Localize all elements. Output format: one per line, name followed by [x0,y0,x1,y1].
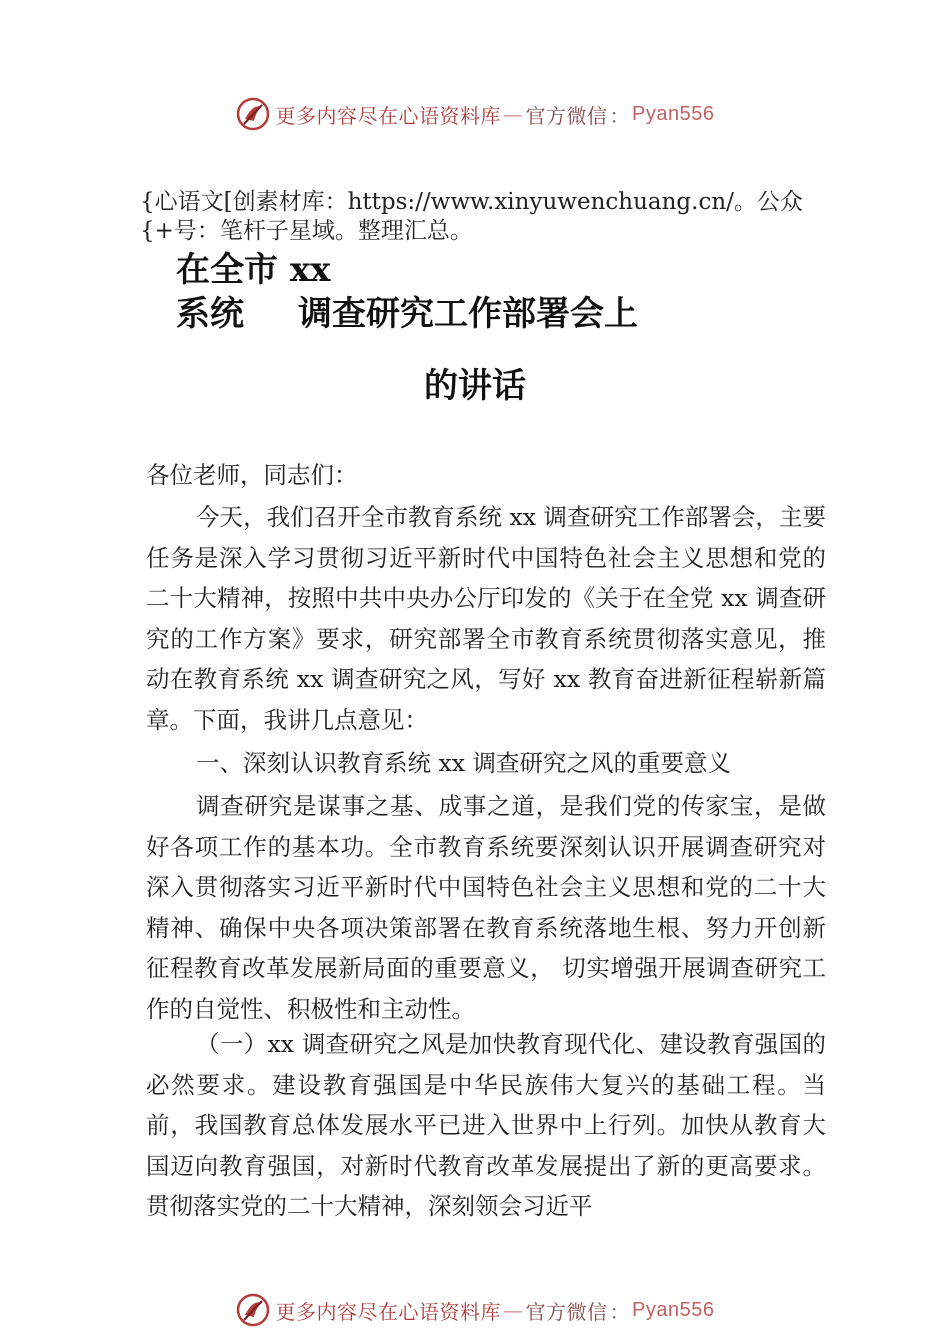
banner-official: 官方微信 [525,1299,608,1324]
title-line-1: 在全市 xx [176,250,331,290]
title-line-3: 的讲话 [424,366,526,406]
banner-official: 官方微信 [525,103,608,128]
banner-dash: — [503,1298,524,1322]
title-line-2-right: 调查研究工作部署会上 [298,294,638,334]
banner-colon: ： [609,1299,631,1324]
section-heading-1: 一、深刻认识教育系统 xx 调查研究之风的重要意义 [196,749,731,777]
banner-dash: — [503,102,524,126]
greeting: 各位老师，同志们： [146,461,358,489]
notice-line-1: {心语文[创素材库：https://www.xinyuwenchuang.cn/。公众 [140,189,803,215]
banner-wechat-id: Pyan556 [632,1298,715,1321]
banner-prefix: 更多内容尽在心语资料库 [275,103,502,128]
banner-wechat-id: Pyan556 [632,102,715,125]
notice-line-2: {+号：笔杆子星域。整理汇总。 [140,218,473,244]
paragraph-2: 调查研究是谋事之基、成事之道，是我们党的传家宝，是做好各项工作的基本功。全市教育系统要深刻认识开展调查研究对深入贯彻落实习近平新时代中国特色社会主义思想和党的二十大精神、确保中央各项决策部署在教育系统落地生根、努力开创新征程教育改革发展新局面的重要意义， 切实增强开展调查研究工作的自觉性、积极性和主动性。 [146,792,826,1023]
bottom-watermark-banner [0,1290,950,1330]
source-notice [140,188,830,246]
paragraph-3: （一）xx 调查研究之风是加快教育现代化、建设教育强国的必然要求。建设教育强国是中华民族伟大复兴的基础工程。当前，我国教育总体发展水平已进入世界中上行列。加快从教育大国迈向教育强国，对新时代教育改革发展提出了新的更高要求。贯彻落实党的二十大精神，深刻领会习近平 [146,1030,826,1220]
banner-colon: ： [609,103,631,128]
logo-icon [236,97,270,131]
title-line-2-left: 系统 [176,294,244,334]
top-watermark-banner [0,94,950,134]
banner-prefix: 更多内容尽在心语资料库 [275,1299,502,1324]
paragraph-1: 今天，我们召开全市教育系统 xx 调查研究工作部署会，主要任务是深入学习贯彻习近平新时代中国特色社会主义思想和党的二十大精神，按照中共中央办公厅印发的《关于在全党 xx 调查研究的工作方案》要求，研究部署全市教育系统贯彻落实意见，推动在教育系统 xx 调查研究之风，写好 xx 教育奋进新征程崭新篇章。下面，我讲几点意见： [146,503,826,734]
logo-icon [236,1293,270,1327]
